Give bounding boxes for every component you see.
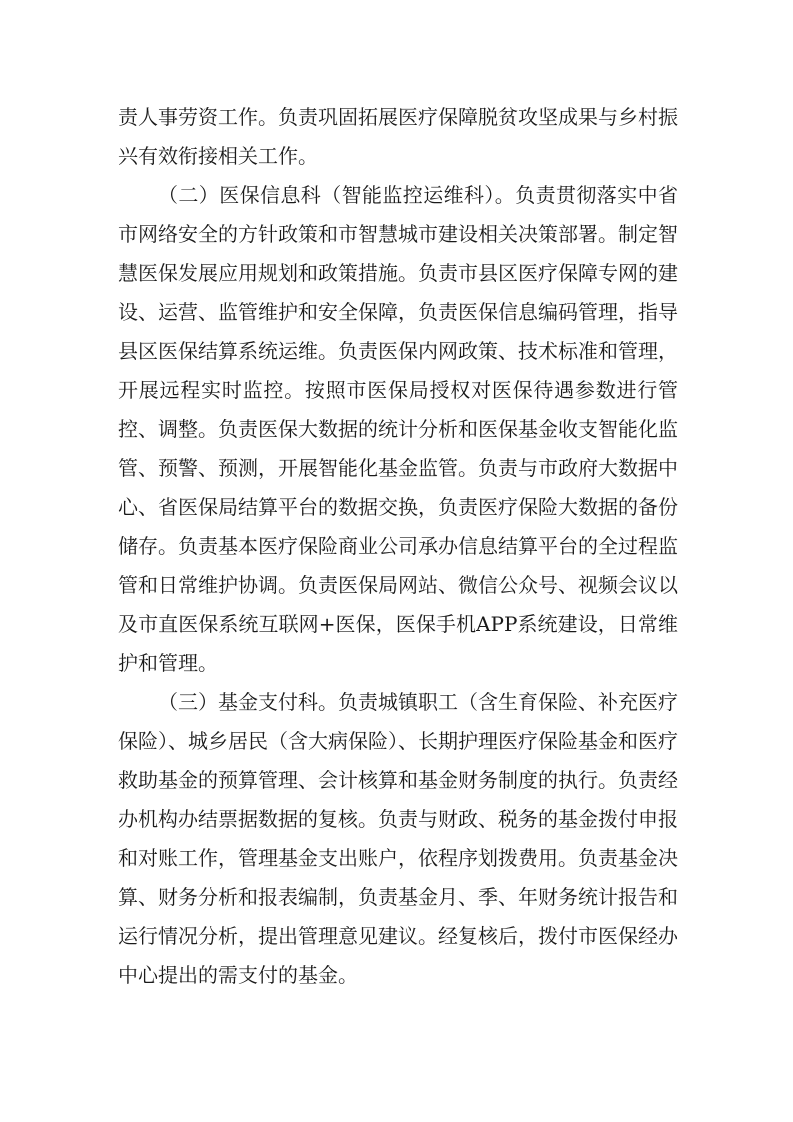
document-body	[118, 98, 678, 995]
paragraph-continuation: 责人事劳资工作。负责巩固拓展医疗保障脱贫攻坚成果与乡村振兴有效衔接相关工作。	[118, 105, 678, 168]
paragraph-fund-payment-section: （三）基金支付科。负责城镇职工（含生育保险、补充医疗保险）、城乡居民（含大病保险）、长期护理医疗保险基金和医疗救助基金的预算管理、会计核算和基金财务制度的执行。负责经办机构办结票据数据的复核。负责与财政、税务的基金拨付申报和对账工作，管理基金支出账户，依程序划拨费用。负责基金决算、财务分析和报表编制，负责基金月、季、年财务统计报告和运行情况分析，提出管理意见建议。经复核后，拨付市医保经办中心提出的需支付的基金。	[118, 690, 678, 987]
paragraph-medical-insurance-info-section: （二）医保信息科（智能监控运维科）。负责贯彻落实中省市网络安全的方针政策和市智慧城市建设相关决策部署。制定智慧医保发展应用规划和政策措施。负责市县区医疗保障专网的建设、运营、监管维护和安全保障，负责医保信息编码管理，指导县区医保结算系统运维。负责医保内网政策、技术标准和管理，开展远程实时监控。按照市医保局授权对医保待遇参数进行管控、调整。负责医保大数据的统计分析和医保基金收支智能化监管、预警、预测，开展智能化基金监管。负责与市政府大数据中心、省医保局结算平台的数据交换，负责医疗保险大数据的备份储存。负责基本医疗保险商业公司承办信息结算平台的全过程监管和日常维护协调。负责医保局网站、微信公众号、视频会议以及市直医保系统互联网+医保，医保手机APP系统建设，日常维护和管理。	[118, 183, 678, 675]
